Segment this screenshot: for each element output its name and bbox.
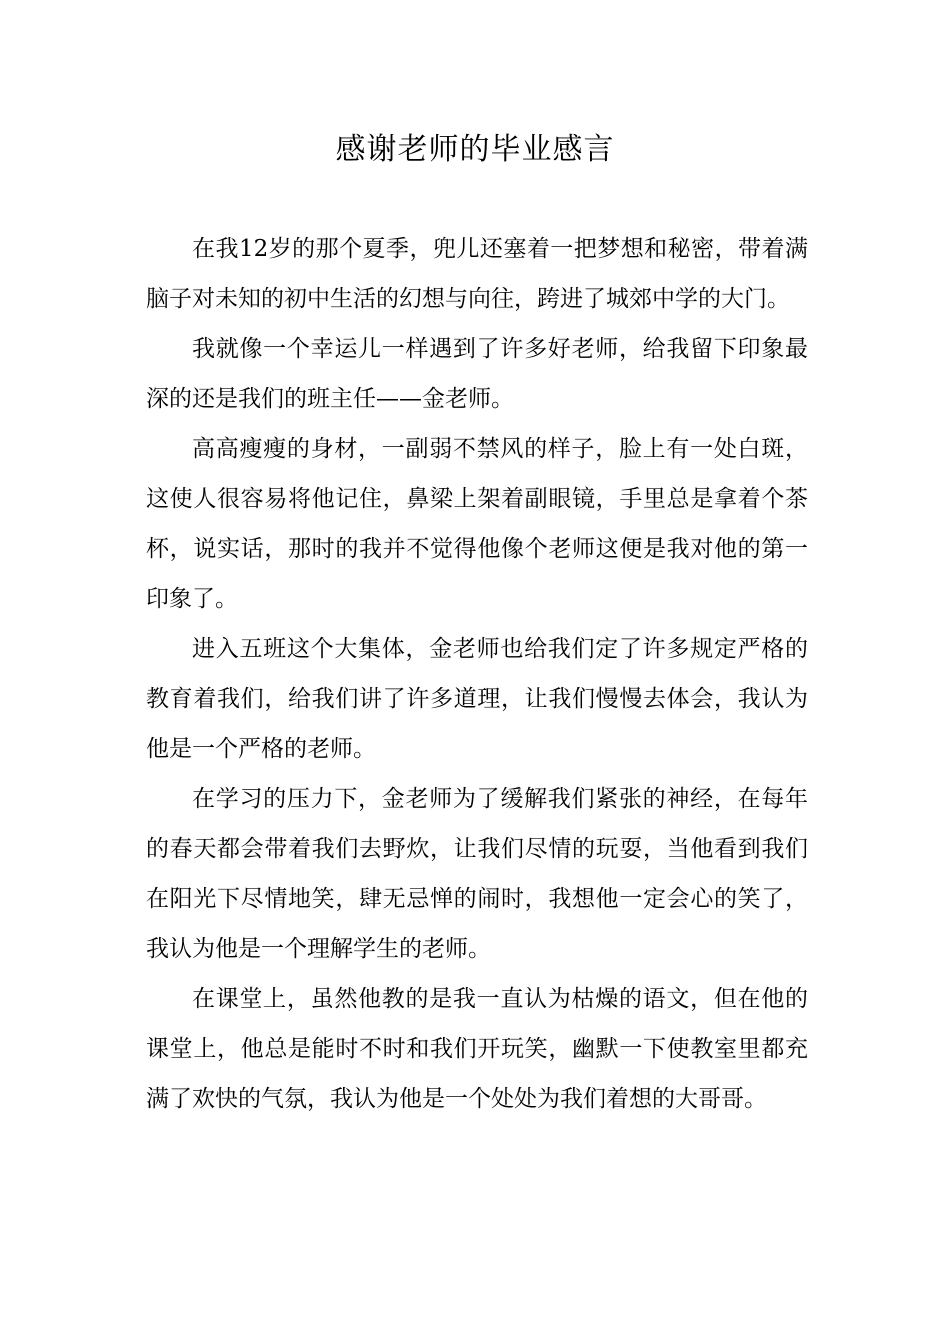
paragraph-5: 在学习的压力下，金老师为了缓解我们紧张的神经，在每年的春天都会带着我们去野炊，让我们尽情的玩耍，当他看到我们在阳光下尽情地笑，肆无忌惮的闹时，我想他一定会心的笑了，我认为他是一个理解学生的老师。 <box>146 786 808 962</box>
document-title: 感谢老师的毕业感言 <box>335 132 615 167</box>
paragraph-4: 进入五班这个大集体，金老师也给我们定了许多规定严格的教育着我们，给我们讲了许多道理，让我们慢慢去体会，我认为他是一个严格的老师。 <box>146 636 808 762</box>
document-body <box>146 224 808 1124</box>
paragraph-6: 在课堂上，虽然他教的是我一直认为枯燥的语文，但在他的课堂上，他总是能时不时和我们开玩笑，幽默一下使教室里都充满了欢快的气氛，我认为他是一个处处为我们着想的大哥哥。 <box>146 986 808 1112</box>
paragraph-1: 在我12岁的那个夏季，兜儿还塞着一把梦想和秘密，带着满脑子对未知的初中生活的幻想与向往，跨进了城郊中学的大门。 <box>146 236 808 312</box>
paragraph-3: 高高瘦瘦的身材，一副弱不禁风的样子，脸上有一处白斑，这使人很容易将他记住，鼻梁上架着副眼镜，手里总是拿着个茶杯，说实话，那时的我并不觉得他像个老师这便是我对他的第一印象了。 <box>146 436 808 612</box>
paragraph-2: 我就像一个幸运儿一样遇到了许多好老师，给我留下印象最深的还是我们的班主任——金老师。 <box>146 336 808 412</box>
